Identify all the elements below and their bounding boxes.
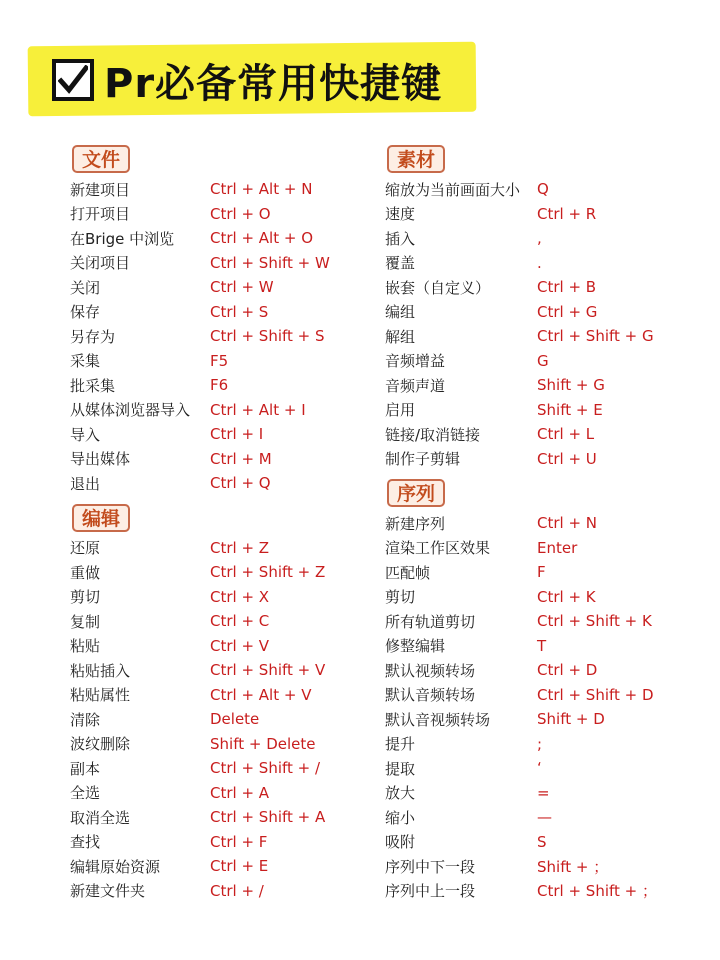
section-clip xyxy=(385,145,657,479)
command-name: 打开项目 xyxy=(70,205,131,224)
shortcut-row xyxy=(385,830,657,855)
command-name: 清除 xyxy=(70,710,101,729)
command-name: 粘贴 xyxy=(70,637,101,656)
command-name: 提升 xyxy=(385,735,416,754)
command-name: 吸附 xyxy=(385,833,416,852)
section-header-file: 文件 xyxy=(72,145,130,173)
shortcut-key: Ctrl + Shift + Z xyxy=(210,563,326,582)
shortcut-row xyxy=(70,447,330,472)
command-name: 渲染工作区效果 xyxy=(385,539,491,558)
shortcut-key: Ctrl + W xyxy=(210,278,274,297)
command-name: 音频声道 xyxy=(385,376,446,395)
shortcut-key: Ctrl + Alt + V xyxy=(210,685,312,704)
shortcut-row xyxy=(70,471,330,496)
shortcut-key: Ctrl + Shift + A xyxy=(210,808,326,827)
command-name: 在Brige 中浏览 xyxy=(70,229,175,248)
shortcut-key: Shift + Delete xyxy=(210,734,316,753)
shortcut-key: — xyxy=(537,808,552,827)
shortcut-key: Ctrl + Shift + K xyxy=(537,612,652,631)
shortcut-row xyxy=(70,398,330,423)
shortcut-row xyxy=(385,226,657,251)
shortcut-row xyxy=(70,202,330,227)
shortcut-row xyxy=(385,756,657,781)
section-header-sequence: 序列 xyxy=(387,479,445,507)
command-name: 从媒体浏览器导入 xyxy=(70,401,191,420)
shortcut-key: S xyxy=(537,832,547,851)
shortcut-key: Ctrl + F xyxy=(210,832,268,851)
command-name: 速度 xyxy=(385,205,416,224)
command-name: 序列中下一段 xyxy=(385,857,476,876)
shortcut-row xyxy=(70,854,330,879)
shortcut-key: Shift + G xyxy=(537,376,605,395)
command-name: 采集 xyxy=(70,352,101,371)
shortcut-row xyxy=(385,585,657,610)
shortcut-row xyxy=(70,349,330,374)
shortcut-row xyxy=(70,324,330,349)
shortcut-key: Ctrl + O xyxy=(210,204,271,223)
shortcut-key: Ctrl + U xyxy=(537,449,597,468)
shortcut-row xyxy=(385,707,657,732)
shortcut-row xyxy=(70,422,330,447)
command-name: 新建文件夹 xyxy=(70,882,146,901)
shortcut-key: Ctrl + L xyxy=(537,425,595,444)
command-name: 所有轨道剪切 xyxy=(385,612,476,631)
command-name: 导入 xyxy=(70,425,101,444)
shortcut-row xyxy=(385,373,657,398)
command-name: 解组 xyxy=(385,327,416,346)
shortcut-key: Ctrl + / xyxy=(210,881,264,900)
shortcut-row xyxy=(385,805,657,830)
command-name: 匹配帧 xyxy=(385,563,431,582)
command-name: 缩小 xyxy=(385,808,416,827)
shortcut-row xyxy=(70,275,330,300)
left-column xyxy=(70,145,330,911)
command-name: 提取 xyxy=(385,759,416,778)
shortcut-row xyxy=(70,226,330,251)
section-header-edit: 编辑 xyxy=(72,504,130,532)
shortcut-key: Ctrl + Shift + ； xyxy=(537,882,657,901)
command-name: 编辑原始资源 xyxy=(70,857,161,876)
shortcut-row xyxy=(385,609,657,634)
shortcut-key: Ctrl + Shift + W xyxy=(210,253,330,272)
shortcut-key: Ctrl + Shift + S xyxy=(210,327,325,346)
command-name: 批采集 xyxy=(70,376,116,395)
shortcut-row xyxy=(385,560,657,585)
command-name: 音频增益 xyxy=(385,352,446,371)
check-box-icon xyxy=(52,59,94,101)
shortcut-row xyxy=(70,634,330,659)
shortcut-row xyxy=(385,879,657,904)
command-name: 默认视频转场 xyxy=(385,661,476,680)
command-name: 放大 xyxy=(385,784,416,803)
shortcut-key: Ctrl + K xyxy=(537,587,596,606)
shortcut-row xyxy=(385,854,657,879)
command-name: 关闭项目 xyxy=(70,254,131,273)
shortcut-row xyxy=(385,732,657,757)
shortcut-row xyxy=(70,830,330,855)
shortcut-key: F6 xyxy=(210,376,229,395)
command-name: 粘贴插入 xyxy=(70,661,131,680)
command-name: 另存为 xyxy=(70,327,116,346)
shortcut-key: Ctrl + Shift + G xyxy=(537,327,654,346)
shortcut-row xyxy=(385,300,657,325)
command-name: 插入 xyxy=(385,229,416,248)
shortcut-row xyxy=(385,658,657,683)
shortcut-key: ‘ xyxy=(537,759,542,778)
command-name: 编组 xyxy=(385,303,416,322)
shortcut-key: T xyxy=(537,636,547,655)
shortcut-key: Ctrl + Alt + I xyxy=(210,400,306,419)
shortcut-key: Ctrl + Shift + D xyxy=(537,685,654,704)
shortcut-row xyxy=(70,683,330,708)
shortcut-row xyxy=(70,609,330,634)
command-name: 序列中上一段 xyxy=(385,882,476,901)
shortcut-row xyxy=(70,781,330,806)
shortcut-row xyxy=(70,177,330,202)
shortcut-key: Ctrl + Shift + / xyxy=(210,759,321,778)
shortcut-row xyxy=(70,536,330,561)
shortcut-row xyxy=(70,879,330,904)
command-name: 默认音频转场 xyxy=(385,686,476,705)
shortcut-row xyxy=(70,251,330,276)
shortcut-key: Ctrl + Z xyxy=(210,538,270,557)
command-name: 链接/取消链接 xyxy=(385,425,481,444)
title-text: Pr必备常用快捷键 xyxy=(104,60,443,107)
command-name: 副本 xyxy=(70,759,101,778)
shortcut-row xyxy=(70,707,330,732)
command-name: 保存 xyxy=(70,303,101,322)
shortcut-key: Enter xyxy=(537,538,578,557)
command-name: 退出 xyxy=(70,474,101,493)
shortcut-row xyxy=(385,275,657,300)
shortcut-key: Delete xyxy=(210,710,260,729)
shortcut-row xyxy=(385,398,657,423)
command-name: 新建项目 xyxy=(70,180,131,199)
command-name: 取消全选 xyxy=(70,808,131,827)
command-name: 缩放为当前画面大小 xyxy=(385,180,521,199)
command-name: 导出媒体 xyxy=(70,450,131,469)
shortcut-key: Ctrl + Alt + N xyxy=(210,180,313,199)
section-edit xyxy=(70,504,330,912)
section-file xyxy=(70,145,330,504)
shortcut-key: Ctrl + M xyxy=(210,449,272,468)
shortcut-key: Ctrl + Alt + O xyxy=(210,229,314,248)
shortcut-key: Ctrl + B xyxy=(537,278,597,297)
shortcut-key: ; xyxy=(537,734,543,753)
shortcut-row xyxy=(70,658,330,683)
command-name: 新建序列 xyxy=(385,514,446,533)
command-name: 关闭 xyxy=(70,278,101,297)
shortcut-key: G xyxy=(537,351,549,370)
shortcut-key: Ctrl + E xyxy=(210,857,269,876)
shortcut-key: Ctrl + R xyxy=(537,204,597,223)
shortcut-key: Ctrl + I xyxy=(210,425,264,444)
shortcut-row xyxy=(385,536,657,561)
shortcut-key: Ctrl + V xyxy=(210,636,270,655)
command-name: 覆盖 xyxy=(385,254,416,273)
command-name: 制作子剪辑 xyxy=(385,450,461,469)
shortcut-key: Ctrl + C xyxy=(210,612,270,631)
shortcut-key: Ctrl + G xyxy=(537,302,598,321)
command-name: 还原 xyxy=(70,539,101,558)
command-name: 修整编辑 xyxy=(385,637,446,656)
shortcut-key: Shift + D xyxy=(537,710,605,729)
shortcut-row xyxy=(385,781,657,806)
shortcut-key: Shift + E xyxy=(537,400,603,419)
shortcut-key: Ctrl + Q xyxy=(210,474,271,493)
shortcut-row xyxy=(70,732,330,757)
shortcut-key: = xyxy=(537,783,550,802)
command-name: 剪切 xyxy=(385,588,416,607)
shortcut-key: F xyxy=(537,563,546,582)
command-name: 剪切 xyxy=(70,588,101,607)
command-name: 启用 xyxy=(385,401,416,420)
command-name: 复制 xyxy=(70,612,101,631)
shortcut-key: Ctrl + S xyxy=(210,302,269,321)
shortcut-key: Ctrl + X xyxy=(210,587,270,606)
shortcut-key: . xyxy=(537,253,542,272)
command-name: 波纹删除 xyxy=(70,735,131,754)
shortcut-key: Ctrl + D xyxy=(537,661,598,680)
command-name: 全选 xyxy=(70,784,101,803)
shortcut-key: Ctrl + A xyxy=(210,783,270,802)
right-column xyxy=(385,145,657,911)
shortcut-key: Q xyxy=(537,180,549,199)
shortcut-row xyxy=(385,324,657,349)
shortcut-row xyxy=(70,300,330,325)
shortcut-row xyxy=(385,251,657,276)
shortcut-key: Ctrl + Shift + V xyxy=(210,661,326,680)
section-header-clip: 素材 xyxy=(387,145,445,173)
shortcut-key: F5 xyxy=(210,351,229,370)
shortcut-row xyxy=(70,373,330,398)
command-name: 嵌套（自定义） xyxy=(385,278,491,297)
page-title xyxy=(52,48,442,112)
shortcut-key: , xyxy=(537,229,542,248)
shortcut-row xyxy=(70,805,330,830)
shortcut-row xyxy=(385,349,657,374)
command-name: 粘贴属性 xyxy=(70,686,131,705)
shortcut-row xyxy=(385,634,657,659)
shortcut-row xyxy=(385,177,657,202)
shortcut-row xyxy=(70,560,330,585)
shortcut-key: Shift + ； xyxy=(537,857,609,876)
shortcut-row xyxy=(70,585,330,610)
shortcut-row xyxy=(385,511,657,536)
shortcut-row xyxy=(385,202,657,227)
shortcut-row xyxy=(70,756,330,781)
command-name: 默认音视频转场 xyxy=(385,710,491,729)
shortcut-row xyxy=(385,422,657,447)
shortcut-row xyxy=(385,447,657,472)
command-name: 查找 xyxy=(70,833,101,852)
command-name: 重做 xyxy=(70,563,101,582)
shortcut-row xyxy=(385,683,657,708)
shortcut-key: Ctrl + N xyxy=(537,514,598,533)
section-sequence xyxy=(385,479,657,911)
